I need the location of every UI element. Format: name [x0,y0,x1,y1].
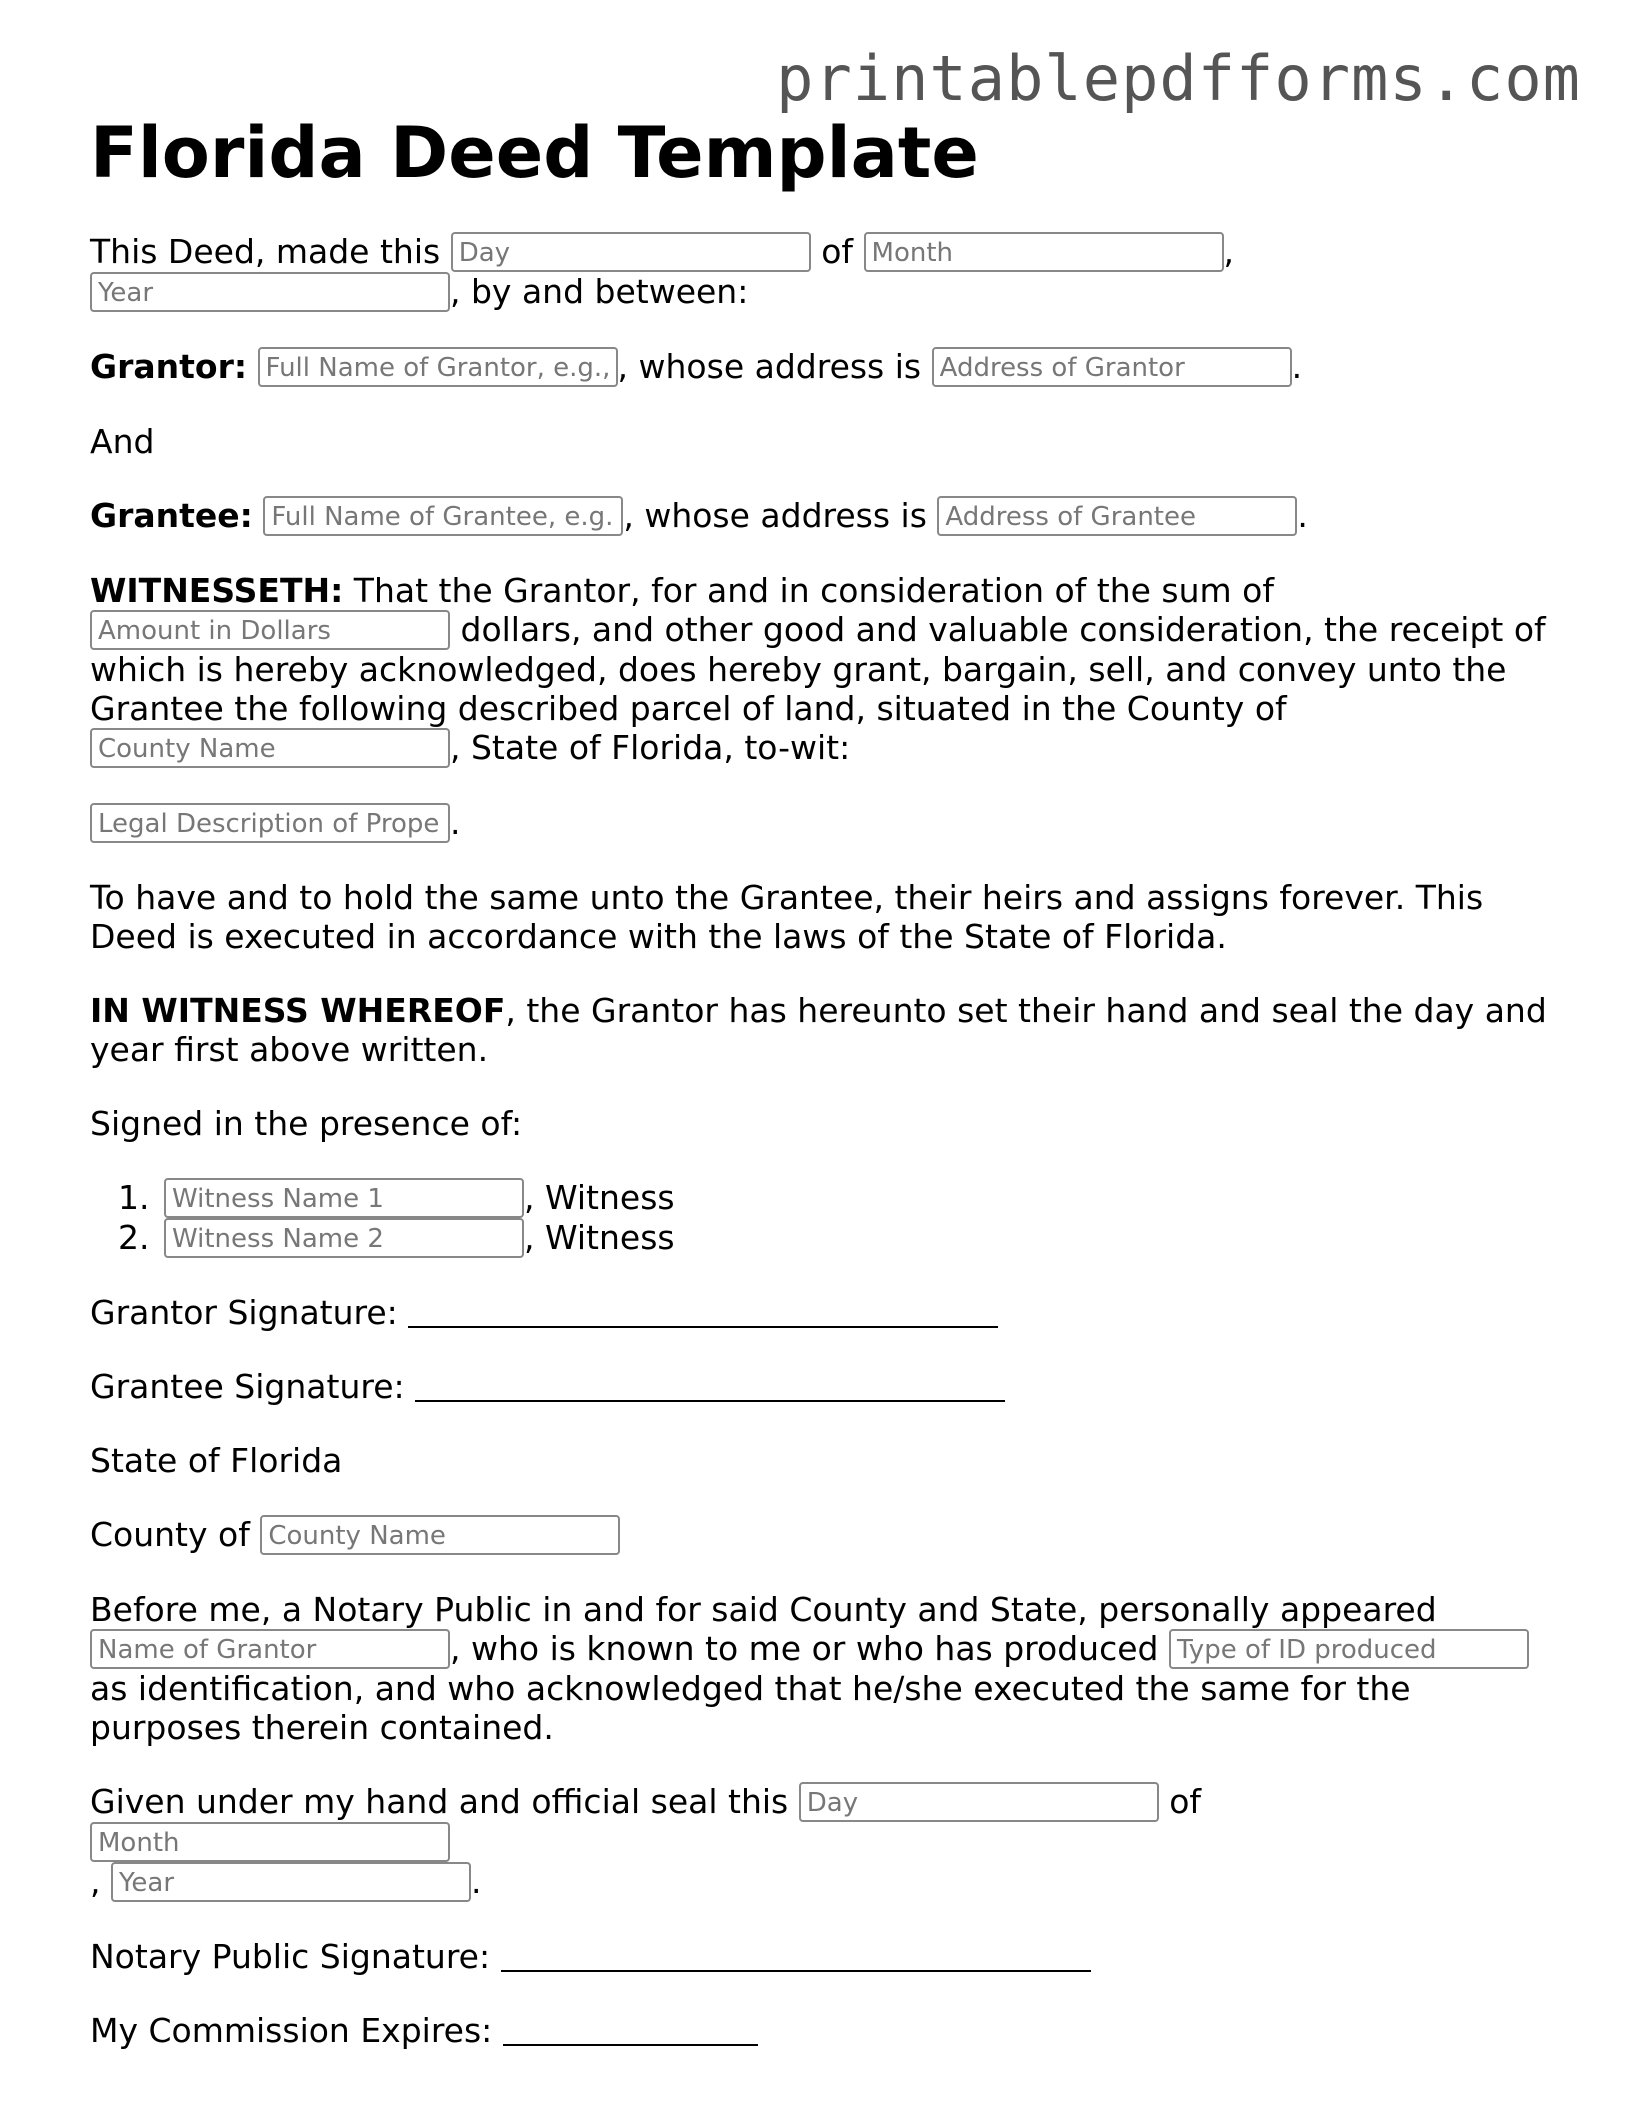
witness-item [160,1178,1550,1218]
period: . [450,803,461,842]
by-and-between-text: , by and between: [450,272,749,311]
commission-expires-label: My Commission Expires: [90,2011,493,2050]
period: . [1291,347,1303,386]
notary-signature-label: Notary Public Signature: [90,1937,491,1976]
given-text: Given under my hand and official seal this [90,1782,789,1821]
grantor-paragraph [90,347,1550,387]
witness-1-field[interactable]: Witness Name 1 [164,1178,524,1218]
grantor-name-notary-field[interactable]: Name of Grantor [90,1629,450,1669]
amount-field[interactable]: Amount in Dollars [90,610,450,650]
of-text: of [821,232,854,271]
grantee-address-text: , whose address is [623,496,927,535]
conveyance-text: dollars, and other good and valuable consideration, the receipt of which is hereby acknowledged, does hereby grant, bargain, sell, and convey unto the Grantee the following described parcel of land, situated in the County of [90,610,1546,728]
intro-text: This Deed, made this [90,232,441,271]
grantor-signature-label: Grantor Signature: [90,1293,398,1332]
id-type-field[interactable]: Type of ID produced [1169,1629,1529,1669]
deed-body [90,232,1550,2050]
identification-text: as identification, and who acknowledged that he/she executed the same for the purposes therein contained. [90,1669,1411,1747]
in-witness-paragraph [90,991,1550,1069]
grantor-address-field[interactable]: Address of Grantor [932,347,1292,387]
notary-ack-paragraph [90,1590,1550,1747]
grantor-label: Grantor: [90,347,248,386]
commission-row [90,2011,1550,2050]
of-text: of [1169,1782,1202,1821]
known-or-produced-text: , who is known to me or who has produced [450,1629,1159,1668]
witness-list [90,1178,1550,1258]
legal-description-field[interactable]: Legal Description of Prope [90,803,450,843]
comma-text: , [1223,232,1235,271]
notary-county-field[interactable]: County Name [260,1515,620,1555]
grantee-address-field[interactable]: Address of Grantee [937,496,1297,536]
habendum-paragraph: To have and to hold the same unto the Grantee, their heirs and assigns forever. This Deed is executed in accordance with the laws of the State of Florida. [90,878,1484,956]
period: . [471,1862,482,1901]
grantee-paragraph [90,496,1550,536]
grantee-signature-line[interactable] [415,1370,1005,1402]
notary-signature-line[interactable] [501,1940,1091,1972]
witness-item [160,1218,1550,1258]
grantee-name-field[interactable]: Full Name of Grantee, e.g. [263,496,623,536]
notary-day-field[interactable]: Day [799,1782,1159,1822]
notary-year-field[interactable]: Year [111,1862,471,1902]
witness-suffix: , Witness [524,1218,675,1257]
grantee-signature-row [90,1367,1550,1406]
grantor-signature-line[interactable] [408,1296,998,1328]
grantor-signature-row [90,1293,1550,1332]
witness-2-field[interactable]: Witness Name 2 [164,1218,524,1258]
commission-expires-line[interactable] [503,2014,758,2046]
in-witness-text: , the Grantor has hereunto set their hand and seal the day and year first above written. [90,991,1547,1069]
notary-signature-row [90,1937,1550,1976]
year-field[interactable]: Year [90,272,450,312]
and-text: And [90,422,155,461]
grantor-address-text: , whose address is [617,347,922,386]
signed-presence-text: Signed in the presence of: [90,1104,523,1143]
in-witness-label: IN WITNESS WHEREOF [90,991,506,1030]
given-paragraph [90,1782,1550,1902]
grantee-label: Grantee: [90,496,253,535]
county-name-field[interactable]: County Name [90,728,450,768]
month-field[interactable]: Month [864,232,1224,272]
page-title: Florida Deed Template [90,112,979,194]
legal-description-paragraph [90,803,1550,843]
grantee-signature-label: Grantee Signature: [90,1367,405,1406]
county-label: County of [90,1515,250,1554]
grantor-name-field[interactable]: Full Name of Grantor, e.g., [258,347,618,387]
state-text: State of Florida [90,1441,343,1480]
intro-paragraph [90,232,1550,312]
comma-text: , [90,1862,101,1901]
witnesseth-text: That the Grantor, for and in consideration of the sum of [353,571,1274,610]
state-to-wit-text: , State of Florida, to-wit: [450,728,851,767]
witnesseth-paragraph [90,571,1550,768]
notary-month-field[interactable]: Month [90,1822,450,1862]
notary-ack-text: Before me, a Notary Public in and for said County and State, personally appeared [90,1590,1437,1629]
period: . [1297,496,1308,535]
county-row [90,1515,1550,1555]
watermark: printablepdfforms.com [776,42,1581,115]
witnesseth-label: WITNESSETH: [90,571,344,610]
day-field[interactable]: Day [451,232,811,272]
witness-suffix: , Witness [524,1178,675,1217]
